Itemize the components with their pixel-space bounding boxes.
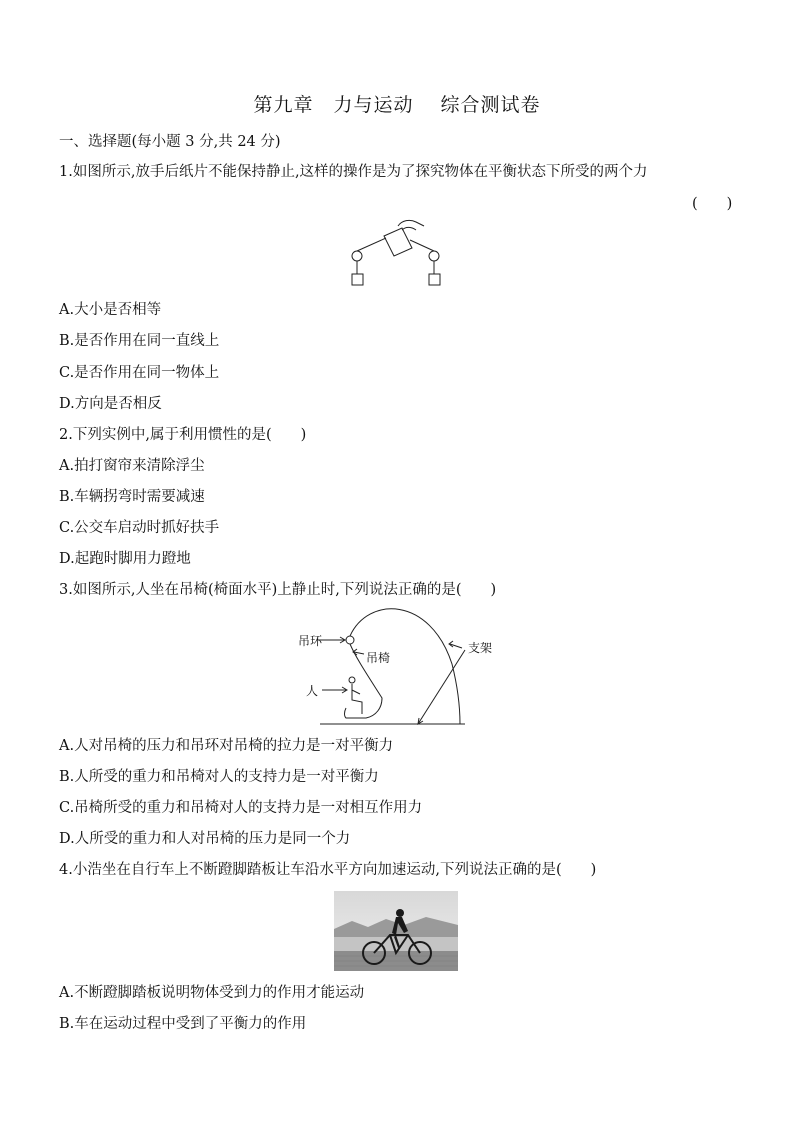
label-frame: 支架	[468, 641, 493, 655]
label-ring: 吊环	[298, 634, 323, 648]
question-4-photo	[334, 891, 458, 971]
left-pulley	[352, 251, 362, 261]
question-2-option-a: A.拍打窗帘来清除浮尘	[59, 458, 205, 474]
label-person: 人	[306, 684, 319, 698]
question-1-figure	[340, 218, 450, 290]
person-head	[349, 677, 355, 683]
question-4-option-a: A.不断蹬脚踏板说明物体受到力的作用才能运动	[59, 985, 365, 1001]
ring	[346, 636, 354, 644]
frame-arc	[350, 609, 460, 724]
right-pulley	[429, 251, 439, 261]
question-1-option-c: C.是否作用在同一物体上	[59, 365, 220, 381]
question-1-option-d: D.方向是否相反	[59, 396, 162, 412]
question-1-option-b: B.是否作用在同一直线上	[59, 333, 220, 349]
question-3-option-d: D.人所受的重力和人对吊椅的压力是同一个力	[59, 831, 351, 847]
section-heading: 一、选择题(每小题 3 分,共 24 分)	[59, 134, 281, 150]
question-3-option-c: C.吊椅所受的重力和吊椅对人的支持力是一对相互作用力	[59, 800, 423, 816]
left-weight	[352, 274, 363, 285]
question-4-option-b: B.车在运动过程中受到了平衡力的作用	[59, 1016, 307, 1032]
label-chair: 吊椅	[366, 651, 391, 665]
question-1-option-a: A.大小是否相等	[59, 302, 162, 318]
rider-head	[396, 909, 404, 917]
question-2-option-b: B.车辆拐弯时需要减速	[59, 489, 205, 505]
question-3-stem: 3.如图所示,人坐在吊椅(椅面水平)上静止时,下列说法正确的是( )	[59, 582, 497, 598]
question-3-option-a: A.人对吊椅的压力和吊环对吊椅的拉力是一对平衡力	[59, 738, 394, 754]
card	[384, 228, 412, 256]
question-2-stem: 2.下列实例中,属于利用惯性的是( )	[59, 427, 307, 443]
person-body	[352, 684, 362, 714]
page-title: 第九章 力与运动 综合测试卷	[253, 94, 541, 116]
question-1-answer-blank: ( )	[692, 196, 733, 212]
question-2-option-c: C.公交车启动时抓好扶手	[59, 520, 220, 536]
question-1-stem: 1.如图所示,放手后纸片不能保持静止,这样的操作是为了探究物体在平衡状态下所受的两个力	[59, 164, 648, 180]
question-3-figure	[290, 604, 500, 728]
right-weight	[429, 274, 440, 285]
question-3-option-b: B.人所受的重力和吊椅对人的支持力是一对平衡力	[59, 769, 379, 785]
question-2-option-d: D.起跑时脚用力蹬地	[59, 551, 191, 567]
question-4-stem: 4.小浩坐在自行车上不断蹬脚踏板让车沿水平方向加速运动,下列说法正确的是( )	[59, 862, 597, 878]
